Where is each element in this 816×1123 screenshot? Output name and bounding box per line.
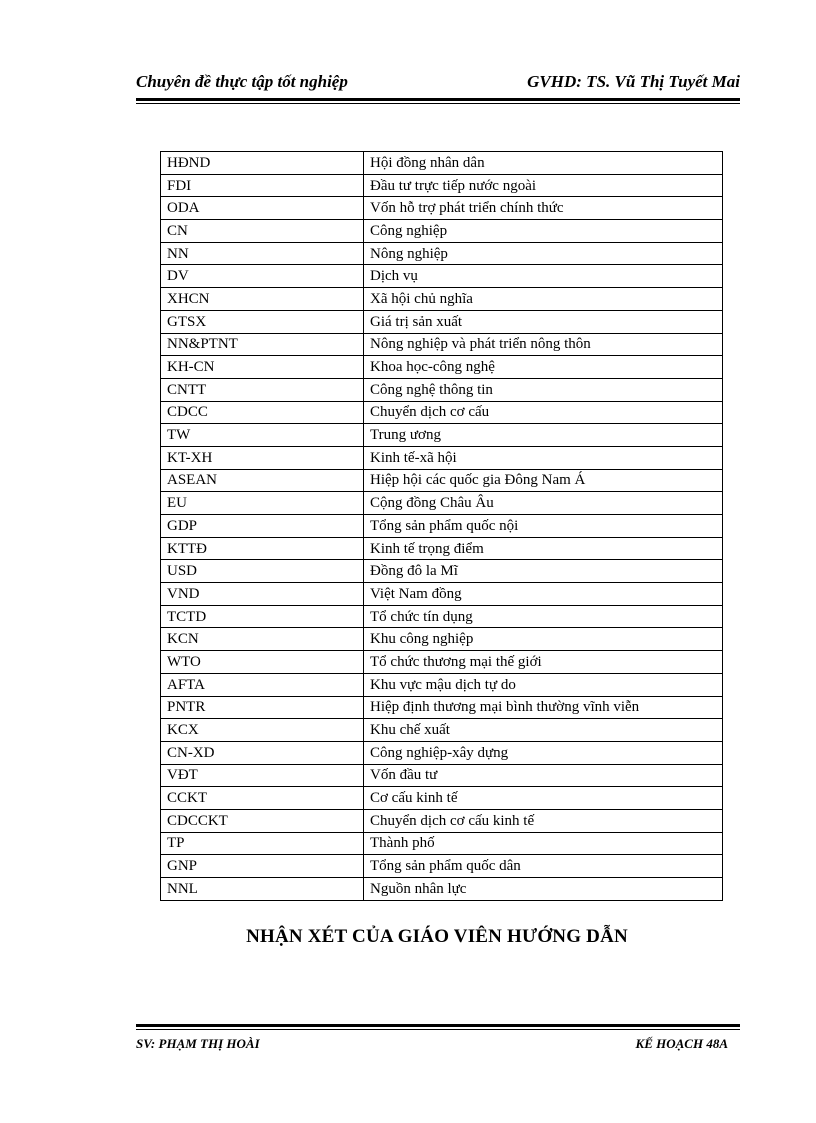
header-rule-thin [136, 103, 740, 104]
abbreviation-cell: GTSX [161, 310, 364, 333]
table-row [161, 787, 723, 810]
abbreviation-cell: KCN [161, 628, 364, 651]
abbreviation-cell: DV [161, 265, 364, 288]
table-row [161, 560, 723, 583]
footer-class: KẾ HOẠCH 48A [635, 1036, 728, 1051]
meaning-cell: Nông nghiệp [364, 242, 723, 265]
meaning-cell: Nông nghiệp và phát triển nông thôn [364, 333, 723, 356]
meaning-cell: Khu chế xuất [364, 719, 723, 742]
table-row [161, 696, 723, 719]
table-row [161, 651, 723, 674]
meaning-cell: Tổng sản phẩm quốc nội [364, 515, 723, 538]
meaning-cell: Tổ chức tín dụng [364, 605, 723, 628]
meaning-cell: Xã hội chủ nghĩa [364, 288, 723, 311]
abbreviation-table [160, 151, 723, 901]
table-row [161, 673, 723, 696]
abbreviation-cell: TP [161, 832, 364, 855]
table-row [161, 356, 723, 379]
table-row [161, 583, 723, 606]
abbreviation-cell: CNTT [161, 378, 364, 401]
table-row [161, 832, 723, 855]
header-title: Chuyên đề thực tập tốt nghiệp [136, 72, 348, 91]
table-row [161, 809, 723, 832]
header-rule-thick [136, 98, 740, 101]
abbreviation-cell: USD [161, 560, 364, 583]
meaning-cell: Vốn đầu tư [364, 764, 723, 787]
meaning-cell: Việt Nam đồng [364, 583, 723, 606]
table-row [161, 152, 723, 175]
abbreviation-cell: NNL [161, 878, 364, 901]
abbreviation-cell: KH-CN [161, 356, 364, 379]
abbreviation-cell: PNTR [161, 696, 364, 719]
table-row [161, 719, 723, 742]
meaning-cell: Kinh tế-xã hội [364, 446, 723, 469]
meaning-cell: Hội đồng nhân dân [364, 152, 723, 175]
meaning-cell: Tổ chức thương mại thế giới [364, 651, 723, 674]
meaning-cell: Đầu tư trực tiếp nước ngoài [364, 174, 723, 197]
table-row [161, 855, 723, 878]
meaning-cell: Công nghiệp-xây dựng [364, 741, 723, 764]
meaning-cell: Tổng sản phẩm quốc dân [364, 855, 723, 878]
abbreviation-cell: HĐND [161, 152, 364, 175]
table-row [161, 764, 723, 787]
table-row [161, 174, 723, 197]
meaning-cell: Trung ương [364, 424, 723, 447]
meaning-cell: Khu công nghiệp [364, 628, 723, 651]
abbreviation-cell: CDCCKT [161, 809, 364, 832]
abbreviation-table-body [161, 152, 723, 901]
table-row [161, 628, 723, 651]
header-supervisor: GVHD: TS. Vũ Thị Tuyết Mai [527, 72, 740, 91]
page-header [136, 72, 740, 96]
meaning-cell: Cộng đồng Châu Âu [364, 492, 723, 515]
table-row [161, 605, 723, 628]
meaning-cell: Đồng đô la Mĩ [364, 560, 723, 583]
footer-rule-thick [136, 1024, 740, 1027]
meaning-cell: Vốn hỗ trợ phát triển chính thức [364, 197, 723, 220]
section-title: NHẬN XÉT CỦA GIÁO VIÊN HƯỚNG DẪN [246, 926, 628, 947]
table-row [161, 401, 723, 424]
table-row [161, 424, 723, 447]
abbreviation-cell: NN [161, 242, 364, 265]
meaning-cell: Khoa học-công nghệ [364, 356, 723, 379]
abbreviation-cell: TCTD [161, 605, 364, 628]
meaning-cell: Công nghệ thông tin [364, 378, 723, 401]
abbreviation-cell: CDCC [161, 401, 364, 424]
table-row [161, 537, 723, 560]
table-row [161, 197, 723, 220]
meaning-cell: Hiệp định thương mại bình thường vĩnh viễn [364, 696, 723, 719]
table-row [161, 220, 723, 243]
table-row [161, 515, 723, 538]
meaning-cell: Hiệp hội các quốc gia Đông Nam Á [364, 469, 723, 492]
abbreviation-cell: KTTĐ [161, 537, 364, 560]
meaning-cell: Giá trị sản xuất [364, 310, 723, 333]
abbreviation-cell: CCKT [161, 787, 364, 810]
table-row [161, 446, 723, 469]
abbreviation-cell: NN&PTNT [161, 333, 364, 356]
page-footer [136, 1036, 740, 1056]
abbreviation-cell: WTO [161, 651, 364, 674]
table-row [161, 878, 723, 901]
abbreviation-cell: TW [161, 424, 364, 447]
abbreviation-cell: VND [161, 583, 364, 606]
meaning-cell: Chuyển dịch cơ cấu [364, 401, 723, 424]
table-row [161, 741, 723, 764]
abbreviation-cell: CN [161, 220, 364, 243]
abbreviation-cell: VĐT [161, 764, 364, 787]
meaning-cell: Khu vực mậu dịch tự do [364, 673, 723, 696]
table-row [161, 378, 723, 401]
abbreviation-cell: KCX [161, 719, 364, 742]
table-row [161, 310, 723, 333]
abbreviation-cell: XHCN [161, 288, 364, 311]
meaning-cell: Thành phố [364, 832, 723, 855]
table-row [161, 333, 723, 356]
abbreviation-cell: CN-XD [161, 741, 364, 764]
footer-student: SV: PHẠM THỊ HOÀI [136, 1036, 260, 1051]
meaning-cell: Cơ cấu kinh tế [364, 787, 723, 810]
abbreviation-cell: ODA [161, 197, 364, 220]
meaning-cell: Dịch vụ [364, 265, 723, 288]
table-row [161, 288, 723, 311]
footer-rule-thin [136, 1029, 740, 1030]
table-row [161, 242, 723, 265]
abbreviation-cell: AFTA [161, 673, 364, 696]
abbreviation-cell: EU [161, 492, 364, 515]
abbreviation-cell: GDP [161, 515, 364, 538]
abbreviation-cell: GNP [161, 855, 364, 878]
abbreviation-cell: KT-XH [161, 446, 364, 469]
table-row [161, 492, 723, 515]
meaning-cell: Nguồn nhân lực [364, 878, 723, 901]
meaning-cell: Kinh tế trọng điểm [364, 537, 723, 560]
meaning-cell: Công nghiệp [364, 220, 723, 243]
table-row [161, 265, 723, 288]
abbreviation-cell: FDI [161, 174, 364, 197]
abbreviation-cell: ASEAN [161, 469, 364, 492]
meaning-cell: Chuyển dịch cơ cấu kinh tế [364, 809, 723, 832]
table-row [161, 469, 723, 492]
